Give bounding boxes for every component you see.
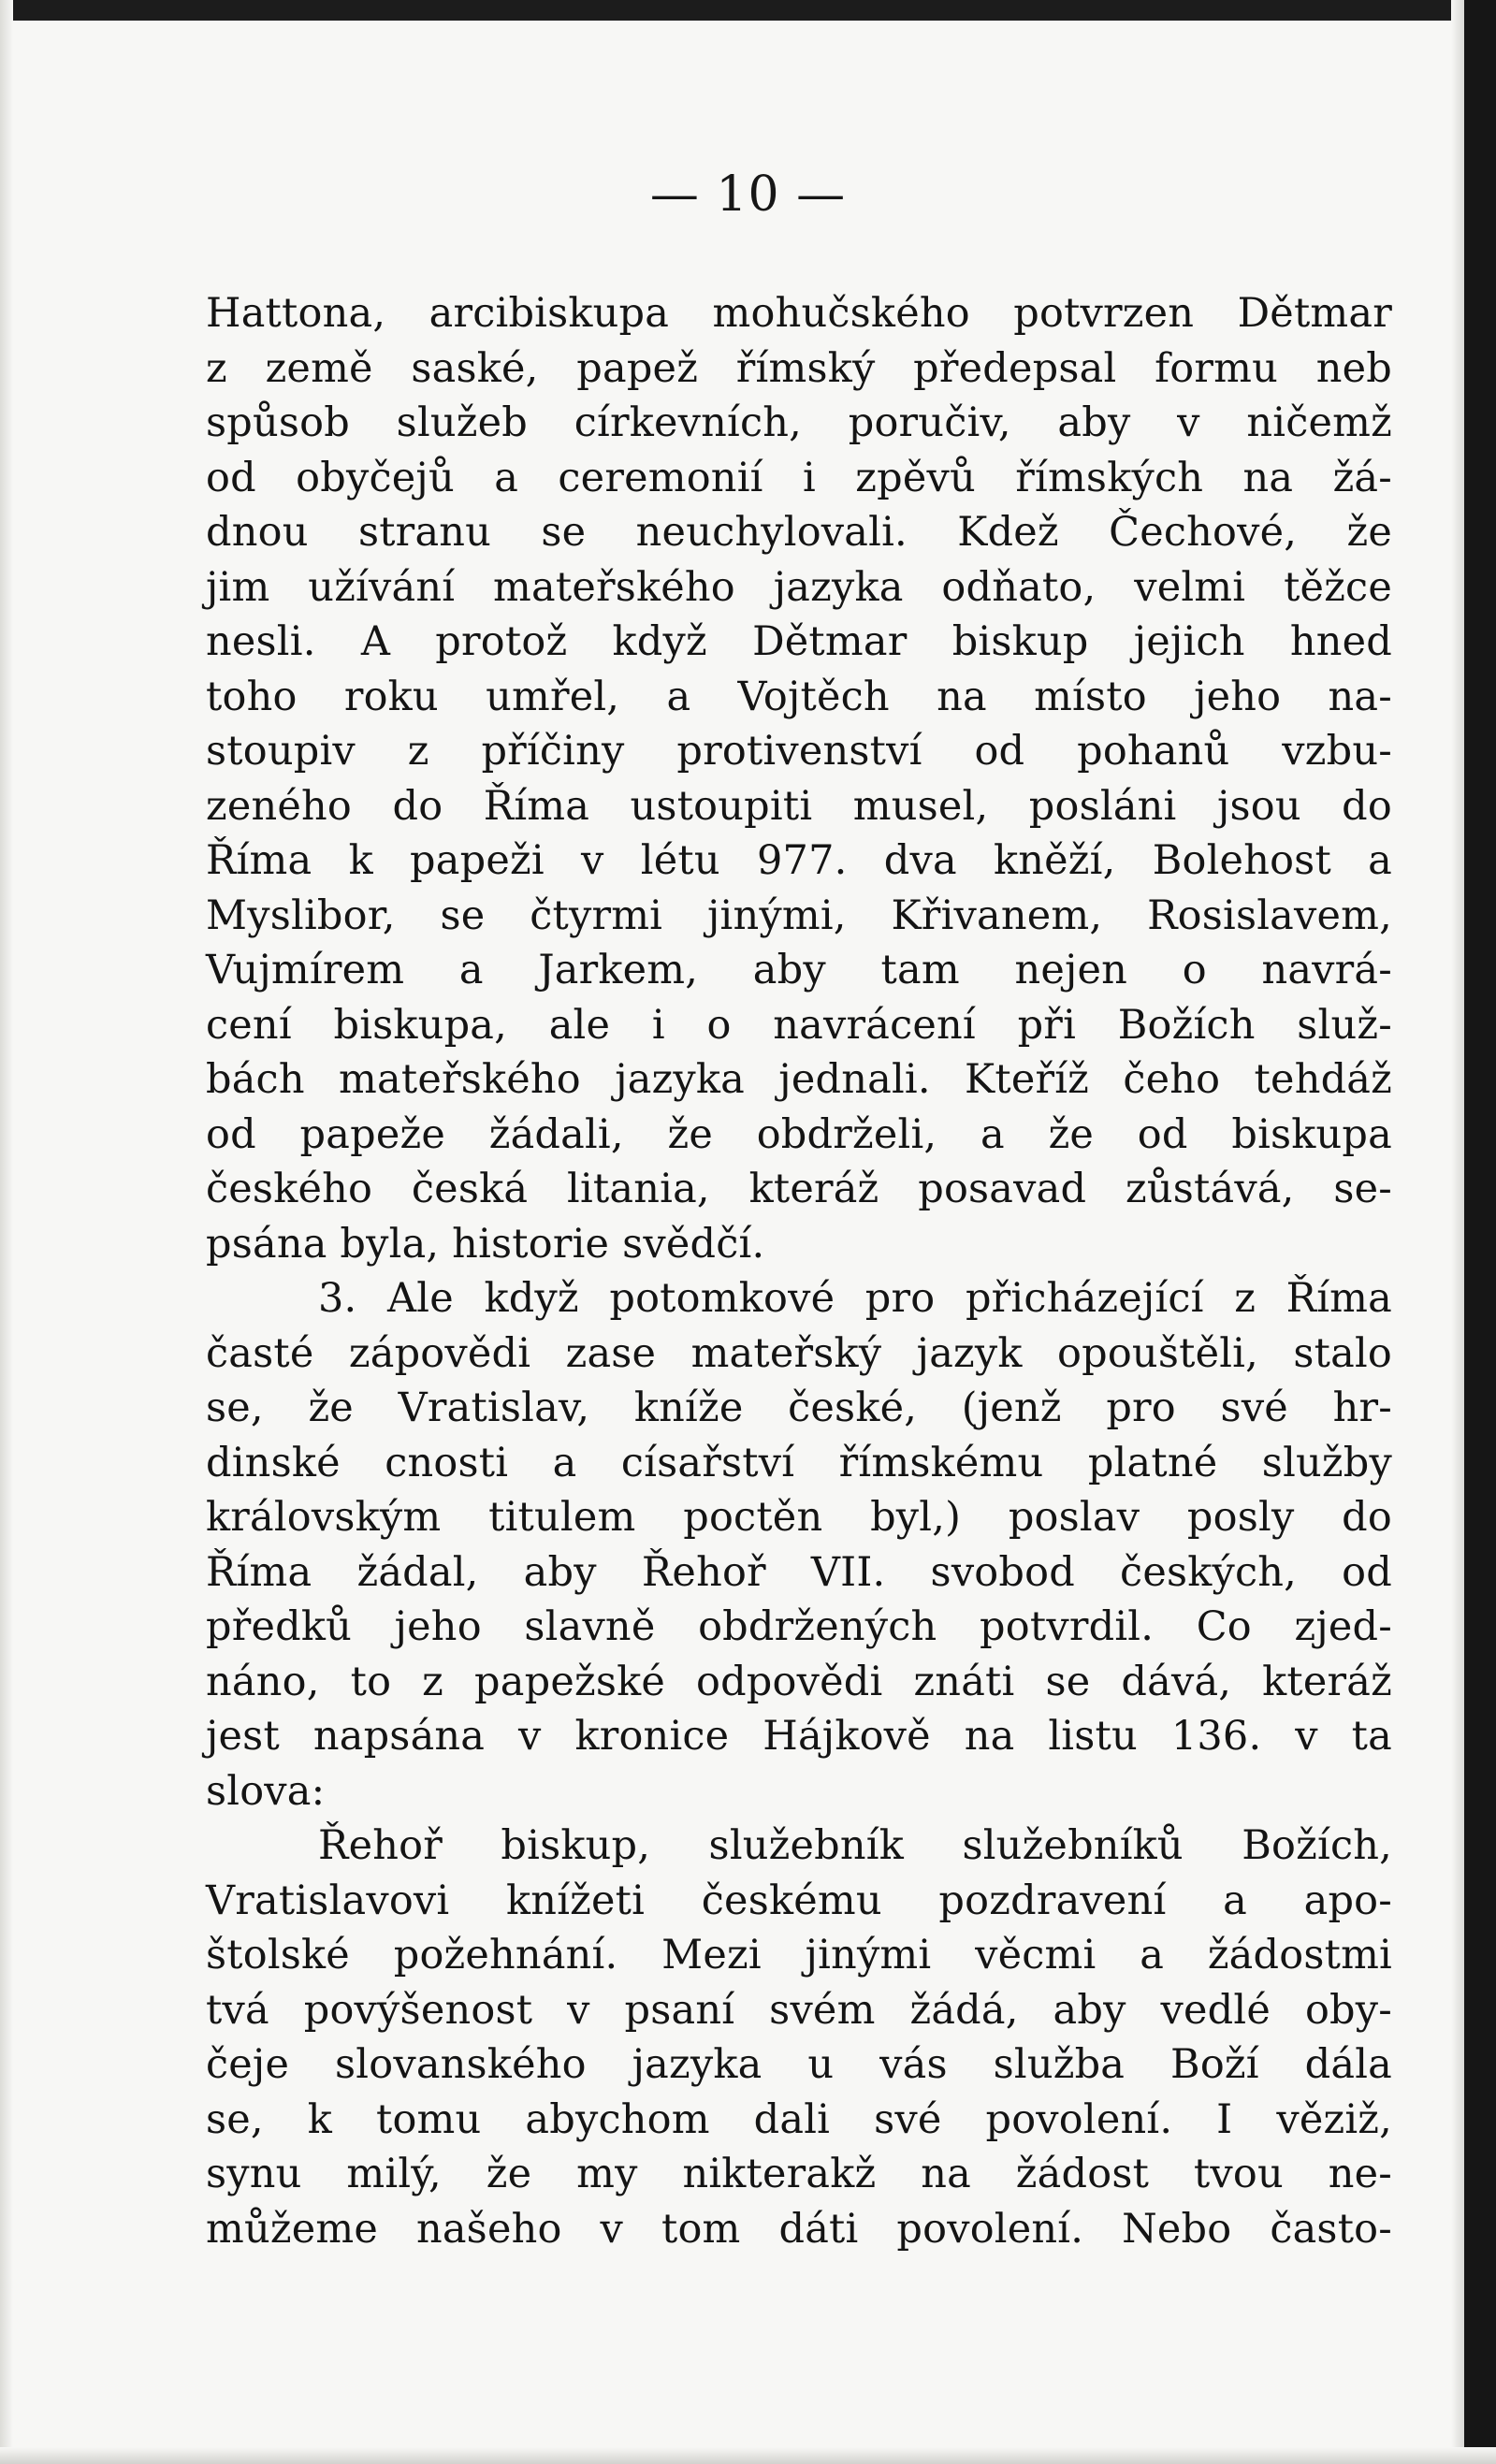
text-line: Říma k papeži v létu 977. dva kněží, Bolehost a (206, 837, 1392, 884)
page-number: — 10 — (649, 167, 847, 223)
text-line: bách mateřského jazyka jednali. Kteříž čeho tehdáž (206, 1056, 1392, 1103)
text-line-paragraph-start: 3. Ale když potomkové pro přicházející z Říma (318, 1275, 1392, 1322)
text-line-paragraph-end: psána byla, historie svědčí. (206, 1220, 765, 1268)
text-line: předků jeho slavně obdržených potvrdil. Co zjed- (206, 1603, 1392, 1650)
text-line: Vratislavovi knížeti českému pozdravení a apo- (206, 1877, 1392, 1924)
text-line: čeje slovanského jazyka u vás služba Boží dála (206, 2041, 1392, 2088)
text-line: tvá povýšenost v psaní svém žádá, aby vedlé oby- (206, 1986, 1392, 2034)
text-line: Hattona, arcibiskupa mohučského potvrzen Dětmar (206, 290, 1392, 337)
scan-border-left (0, 0, 13, 2464)
text-line: se, že Vratislav, kníže české, (jenž pro své hr- (206, 1384, 1392, 1431)
scan-border-bottom (0, 2447, 1496, 2464)
text-line: můžeme našeho v tom dáti povolení. Nebo často- (206, 2205, 1392, 2253)
text-line: Říma žádal, aby Řehoř VII. svobod českých, od (206, 1548, 1392, 1596)
text-line: stoupiv z příčiny protivenství od pohanů vzbu- (206, 728, 1392, 775)
text-line: zeného do Říma ustoupiti musel, posláni jsou do (206, 782, 1392, 830)
page-gutter-shadow (1451, 0, 1464, 2464)
text-line: se, k tomu abychom dali své povolení. I věziž, (206, 2095, 1392, 2143)
scan-border-right (1464, 0, 1496, 2464)
text-line: královským titulem poctěn byl,) poslav posly do (206, 1494, 1392, 1541)
text-line: toho roku umřel, a Vojtěch na místo jeho na- (206, 673, 1392, 720)
scan-border-top (0, 0, 1496, 21)
text-line-paragraph-end: slova: (206, 1767, 326, 1815)
text-line: dinské cnosti a císařství římskému platné služby (206, 1439, 1392, 1486)
text-line: štolské požehnání. Mezi jinými věcmi a žádostmi (206, 1932, 1392, 1978)
text-line: cení biskupa, ale i o navrácení při Božích služ- (206, 1001, 1392, 1049)
text-line: od obyčejů a ceremonií i zpěvů římských na žá- (206, 454, 1392, 501)
text-line: Vujmírem a Jarkem, aby tam nejen o navrá- (206, 947, 1392, 993)
text-line: náno, to z papežské odpovědi znáti se dává, kteráž (206, 1658, 1392, 1705)
text-line: od papeže žádali, že obdrželi, a že od biskupa (206, 1110, 1392, 1158)
body-text (206, 286, 1392, 2256)
text-line: spůsob služeb církevních, poručiv, aby v ničemž (206, 399, 1392, 446)
text-line: Myslibor, se čtyrmi jinými, Křivanem, Rosislavem, (206, 891, 1392, 939)
text-line: českého česká litania, kteráž posavad zůstává, se- (206, 1166, 1392, 1212)
text-line: jim užívání mateřského jazyka odňato, velmi těžce (206, 563, 1392, 611)
text-line: jest napsána v kronice Hájkově na listu 136. v ta (206, 1713, 1392, 1760)
text-line: časté zápovědi zase mateřský jazyk opouštěli, stalo (206, 1329, 1392, 1377)
text-line: nesli. A protož když Dětmar biskup jejich hned (206, 618, 1392, 665)
text-line-paragraph-start: Řehoř biskup, služebník služebníků Božích, (318, 1822, 1392, 1869)
text-line: dnou stranu se neuchylovali. Kdež Čechové, že (206, 509, 1392, 556)
text-line: z země saské, papež římský předepsal formu neb (206, 344, 1392, 392)
text-line: synu milý, že my nikterakž na žádost tvou ne- (206, 2151, 1392, 2197)
